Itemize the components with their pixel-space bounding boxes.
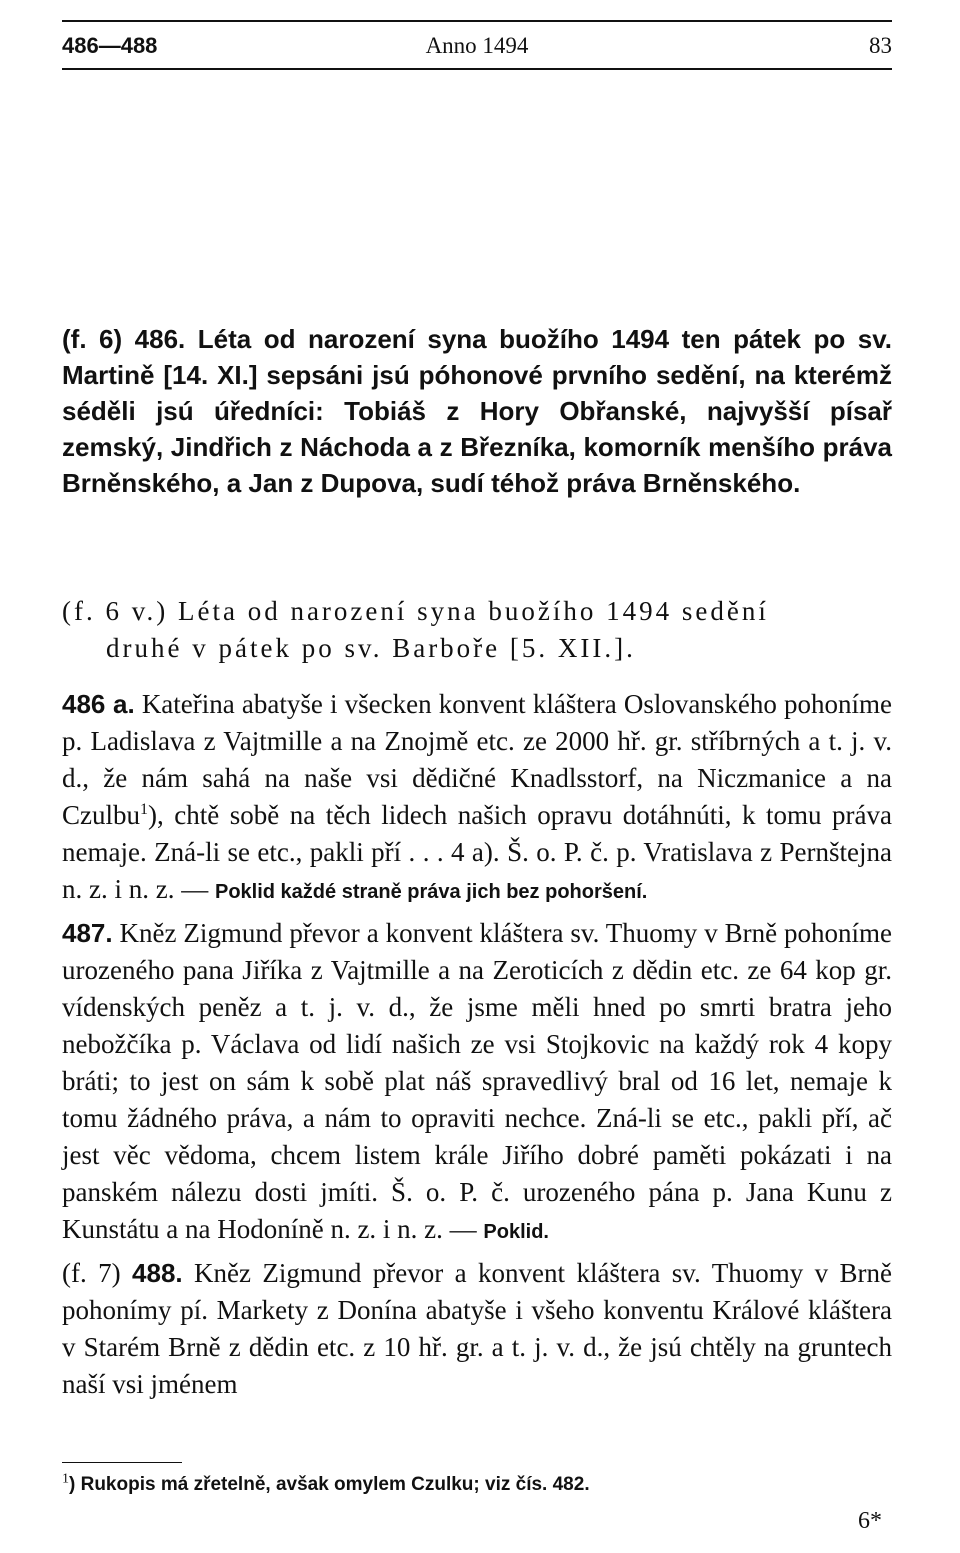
page-number: 83 [869,33,892,58]
document-487 [62,915,892,1251]
footnote-marker: 1 [62,1471,69,1487]
folio-reference: (f. 6) [62,324,123,354]
document-text: Kněz Zigmund převor a konvent kláštera sv. Thuomy v Brně pohoníme urozeného pana Jiříka z Vajtmille a na Zeroticích z dědin etc. ze 64 kop gr. vídenských peněz a t. j. v. d., že jsme měli hned po smrti bratra jeho nebožčíka p. Václava od lidí našich ze vsi Stojkovic na každý rok 4 kopy bráti; to jest on sám k sobě plat náš spravedlivý bral od 16 let, nemaje k tomu žádného práva, a nám to opraviti nechce. Zná-li se etc., pakli pří, ač jest věc vědoma, chcem listem krále Jiřího dobré paměti pokázati i na panském nálezu dosti jmíti. Š. o. P. č. urozeného pána p. Jana Kunu z Kunstátu a na Hodoníně n. z. i n. z. — [62,918,892,1244]
sitting-line-1: Léta od narození syna buožího 1494 sedění [177,596,769,626]
document-number: 486 a. [62,689,135,719]
verdict: Poklid každé straně práva jich bez pohoršení. [214,881,648,903]
running-head [62,26,892,70]
sitting-heading [62,593,892,667]
footnote [62,1472,892,1498]
folio-reference: (f. 7) [62,1258,121,1288]
document-number: 488. [132,1258,183,1288]
folio-reference: (f. 6 v.) [62,596,169,626]
footnote-text: ) Rukopis má zřetelně, avšak omylem Czulku; viz čís. 482. [69,1474,590,1495]
footnote-reference: 1 [140,801,148,818]
document-entries [62,686,892,1403]
document-range: 486—488 [62,33,158,58]
document-text: Léta od narození syna buožího 1494 ten pátek po sv. Martině [14. XI.] sepsáni jsú póhonové prvního sedění, na kterémž séděli jsú úředníci: Tobiáš z Hory Obřanské, najvyšší písař zemský, Jindřich z Náchoda a z Březníka, komorník menšího práva Brněnského, a Jan z Dupova, sudí téhož práva Brněnského. [62,324,892,498]
document-text: Kněz Zigmund převor a konvent kláštera sv. Thuomy v Brně pohonímy pí. Markety z Donína abatyše i všeho konventu Králové kláštera v Starém Brně z dědin etc. z 10 hř. gr. a t. j. v. d., že jsú chtěly na gruntech naší vsi jménem [62,1258,892,1399]
book-page [62,26,892,1536]
footnote-rule [62,1462,182,1463]
document-486 [62,321,892,501]
document-text-continued: ), chtě sobě na těch lidech našich opravu dotáhnúti, k tomu práva nemaje. Zná-li se etc., pakli pří . . . 4 a). Š. o. P. č. p. Vratislava z Pernštejna n. z. i n. z. — [62,800,892,904]
page-title: Anno 1494 [425,33,529,58]
document-number: 486. [134,324,186,354]
top-rule [62,20,892,22]
document-number: 487. [62,918,113,948]
sitting-line-2: druhé v pátek po sv. Barboře [5. XII.]. [106,633,636,663]
printer-signature: 6* [858,1508,882,1534]
document-486a [62,686,892,911]
verdict: Poklid. [483,1221,549,1243]
document-488 [62,1255,892,1403]
document-text: Kateřina abatyše i všecken konvent kláštera Oslovanského pohoníme p. Ladislava z Vajtmille a na Znojmě etc. ze 2000 hř. gr. stříbrných a t. j. v. d., že nám sahá na naše vsi dědičné Knadlsstorf, na Niczmanice a na Czulbu [62,689,892,830]
